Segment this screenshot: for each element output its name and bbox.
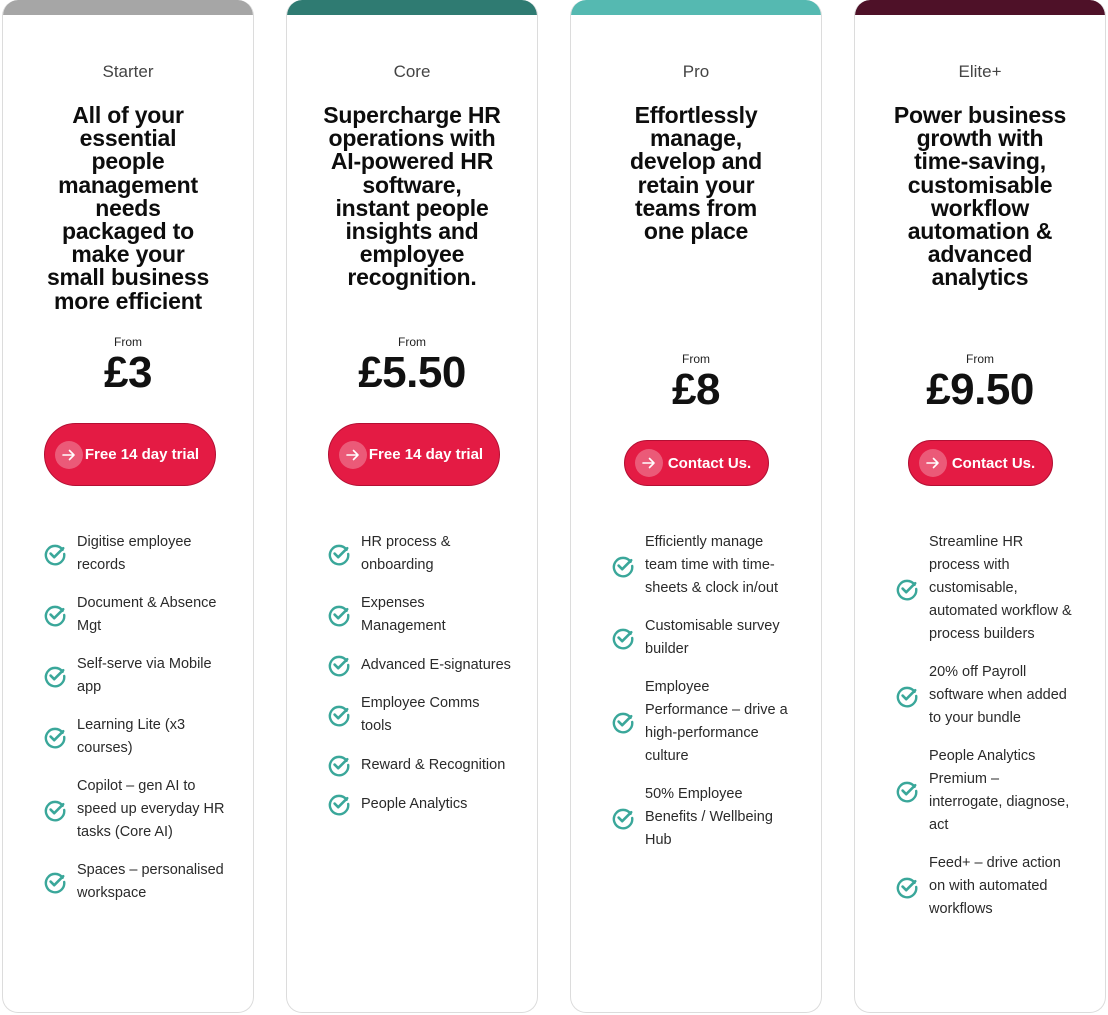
plan-tier-name: Core xyxy=(393,62,431,81)
check-circle-icon xyxy=(43,870,67,894)
arrow-right-icon xyxy=(919,449,947,477)
check-circle-icon xyxy=(327,653,351,677)
price-from-label: From xyxy=(398,335,426,349)
plan-tier-name: Starter xyxy=(102,62,154,81)
feature-item xyxy=(327,692,513,738)
plan-price: £3 xyxy=(104,348,152,397)
feature-item xyxy=(327,592,513,638)
free-trial-button[interactable] xyxy=(328,423,500,486)
plan-price: £9.50 xyxy=(926,365,1034,414)
check-circle-icon xyxy=(43,798,67,822)
feature-item xyxy=(327,792,513,816)
check-circle-icon xyxy=(611,554,635,578)
feature-text: Document & Absence Mgt xyxy=(77,595,217,634)
price-from-label: From xyxy=(682,352,710,366)
feature-text: Advanced E-signatures xyxy=(361,656,511,673)
contact-us-button[interactable] xyxy=(624,440,769,486)
plan-color-bar xyxy=(855,0,1105,15)
feature-item xyxy=(43,531,229,577)
cta-label: Contact Us. xyxy=(951,454,1036,472)
feature-text: People Analytics xyxy=(361,795,468,812)
check-circle-icon xyxy=(327,603,351,627)
feature-text: Spaces – personalised workspace xyxy=(77,862,224,901)
feature-text: Streamline HR process with customisable, automated workflow & process builders xyxy=(929,534,1072,642)
plan-tier-name: Pro xyxy=(682,62,710,81)
feature-list xyxy=(43,531,229,920)
feature-item xyxy=(895,745,1075,837)
feature-item xyxy=(895,852,1075,921)
cta-label: Contact Us. xyxy=(667,454,752,472)
check-circle-icon xyxy=(327,792,351,816)
plan-color-bar xyxy=(3,0,253,15)
free-trial-button[interactable] xyxy=(44,423,216,486)
feature-list xyxy=(611,531,791,867)
plan-color-bar xyxy=(571,0,821,15)
feature-text: Digitise employee records xyxy=(77,534,192,573)
check-circle-icon xyxy=(327,542,351,566)
feature-item xyxy=(611,531,791,600)
check-circle-icon xyxy=(43,542,67,566)
check-circle-icon xyxy=(895,684,919,708)
check-circle-icon xyxy=(43,603,67,627)
plan-card-elite-plus xyxy=(854,0,1106,1013)
feature-text: Learning Lite (x3 courses) xyxy=(77,717,186,756)
check-circle-icon xyxy=(611,710,635,734)
plan-headline: All of your essential people management needs packaged to make your small business more efficient xyxy=(46,102,210,314)
feature-item xyxy=(895,531,1075,646)
plan-tier-name: Elite+ xyxy=(958,62,1002,81)
price-from-label: From xyxy=(114,335,142,349)
cta-label: Free 14 day trial xyxy=(368,446,484,463)
plan-headline: Power business growth with time-saving, customisable workflow automation & advanced analytics xyxy=(893,102,1067,291)
feature-item xyxy=(43,859,229,905)
feature-text: Self-serve via Mobile app xyxy=(77,656,212,695)
check-circle-icon xyxy=(327,753,351,777)
check-circle-icon xyxy=(895,875,919,899)
feature-text: Customisable survey builder xyxy=(645,618,780,657)
price-from-label: From xyxy=(966,352,994,366)
cta-label: Free 14 day trial xyxy=(84,446,200,463)
feature-item xyxy=(43,775,229,844)
feature-list xyxy=(327,531,513,831)
check-circle-icon xyxy=(327,703,351,727)
feature-text: Employee Comms tools xyxy=(361,695,480,734)
feature-item xyxy=(327,531,513,577)
feature-text: Copilot – gen AI to speed up everyday HR tasks (Core AI) xyxy=(77,778,225,840)
feature-item xyxy=(327,753,513,777)
feature-list xyxy=(895,531,1075,936)
plan-card-starter xyxy=(2,0,254,1013)
arrow-right-icon xyxy=(635,449,663,477)
feature-item xyxy=(43,714,229,760)
plan-price: £5.50 xyxy=(358,348,466,397)
check-circle-icon xyxy=(895,779,919,803)
feature-text: 50% Employee Benefits / Wellbeing Hub xyxy=(645,786,773,848)
feature-text: Reward & Recognition xyxy=(361,756,506,773)
feature-text: Expenses Management xyxy=(361,595,446,634)
feature-text: Employee Performance – drive a high-performance culture xyxy=(645,679,788,764)
feature-text: HR process & onboarding xyxy=(361,534,451,573)
feature-item xyxy=(327,653,513,677)
plan-headline: Supercharge HR operations with AI-powered HR software, instant people insights and employee recognition. xyxy=(323,102,501,291)
feature-item xyxy=(611,783,791,852)
contact-us-button[interactable] xyxy=(908,440,1053,486)
feature-text: People Analytics Premium – interrogate, diagnose, act xyxy=(929,748,1070,833)
plan-headline: Effortlessly manage, develop and retain your teams from one place xyxy=(630,102,762,245)
feature-item xyxy=(895,661,1075,730)
plan-card-pro xyxy=(570,0,822,1013)
plan-price: £8 xyxy=(672,365,720,414)
arrow-right-icon xyxy=(339,441,367,469)
feature-item xyxy=(611,676,791,768)
check-circle-icon xyxy=(611,626,635,650)
plan-color-bar xyxy=(287,0,537,15)
feature-text: Feed+ – drive action on with automated workflows xyxy=(929,855,1061,917)
check-circle-icon xyxy=(895,577,919,601)
check-circle-icon xyxy=(43,664,67,688)
feature-text: Efficiently manage team time with time-sheets & clock in/out xyxy=(645,534,778,596)
arrow-right-icon xyxy=(55,441,83,469)
plan-card-core xyxy=(286,0,538,1013)
feature-item xyxy=(43,592,229,638)
check-circle-icon xyxy=(611,806,635,830)
feature-text: 20% off Payroll software when added to your bundle xyxy=(929,664,1067,726)
feature-item xyxy=(611,615,791,661)
feature-item xyxy=(43,653,229,699)
check-circle-icon xyxy=(43,725,67,749)
